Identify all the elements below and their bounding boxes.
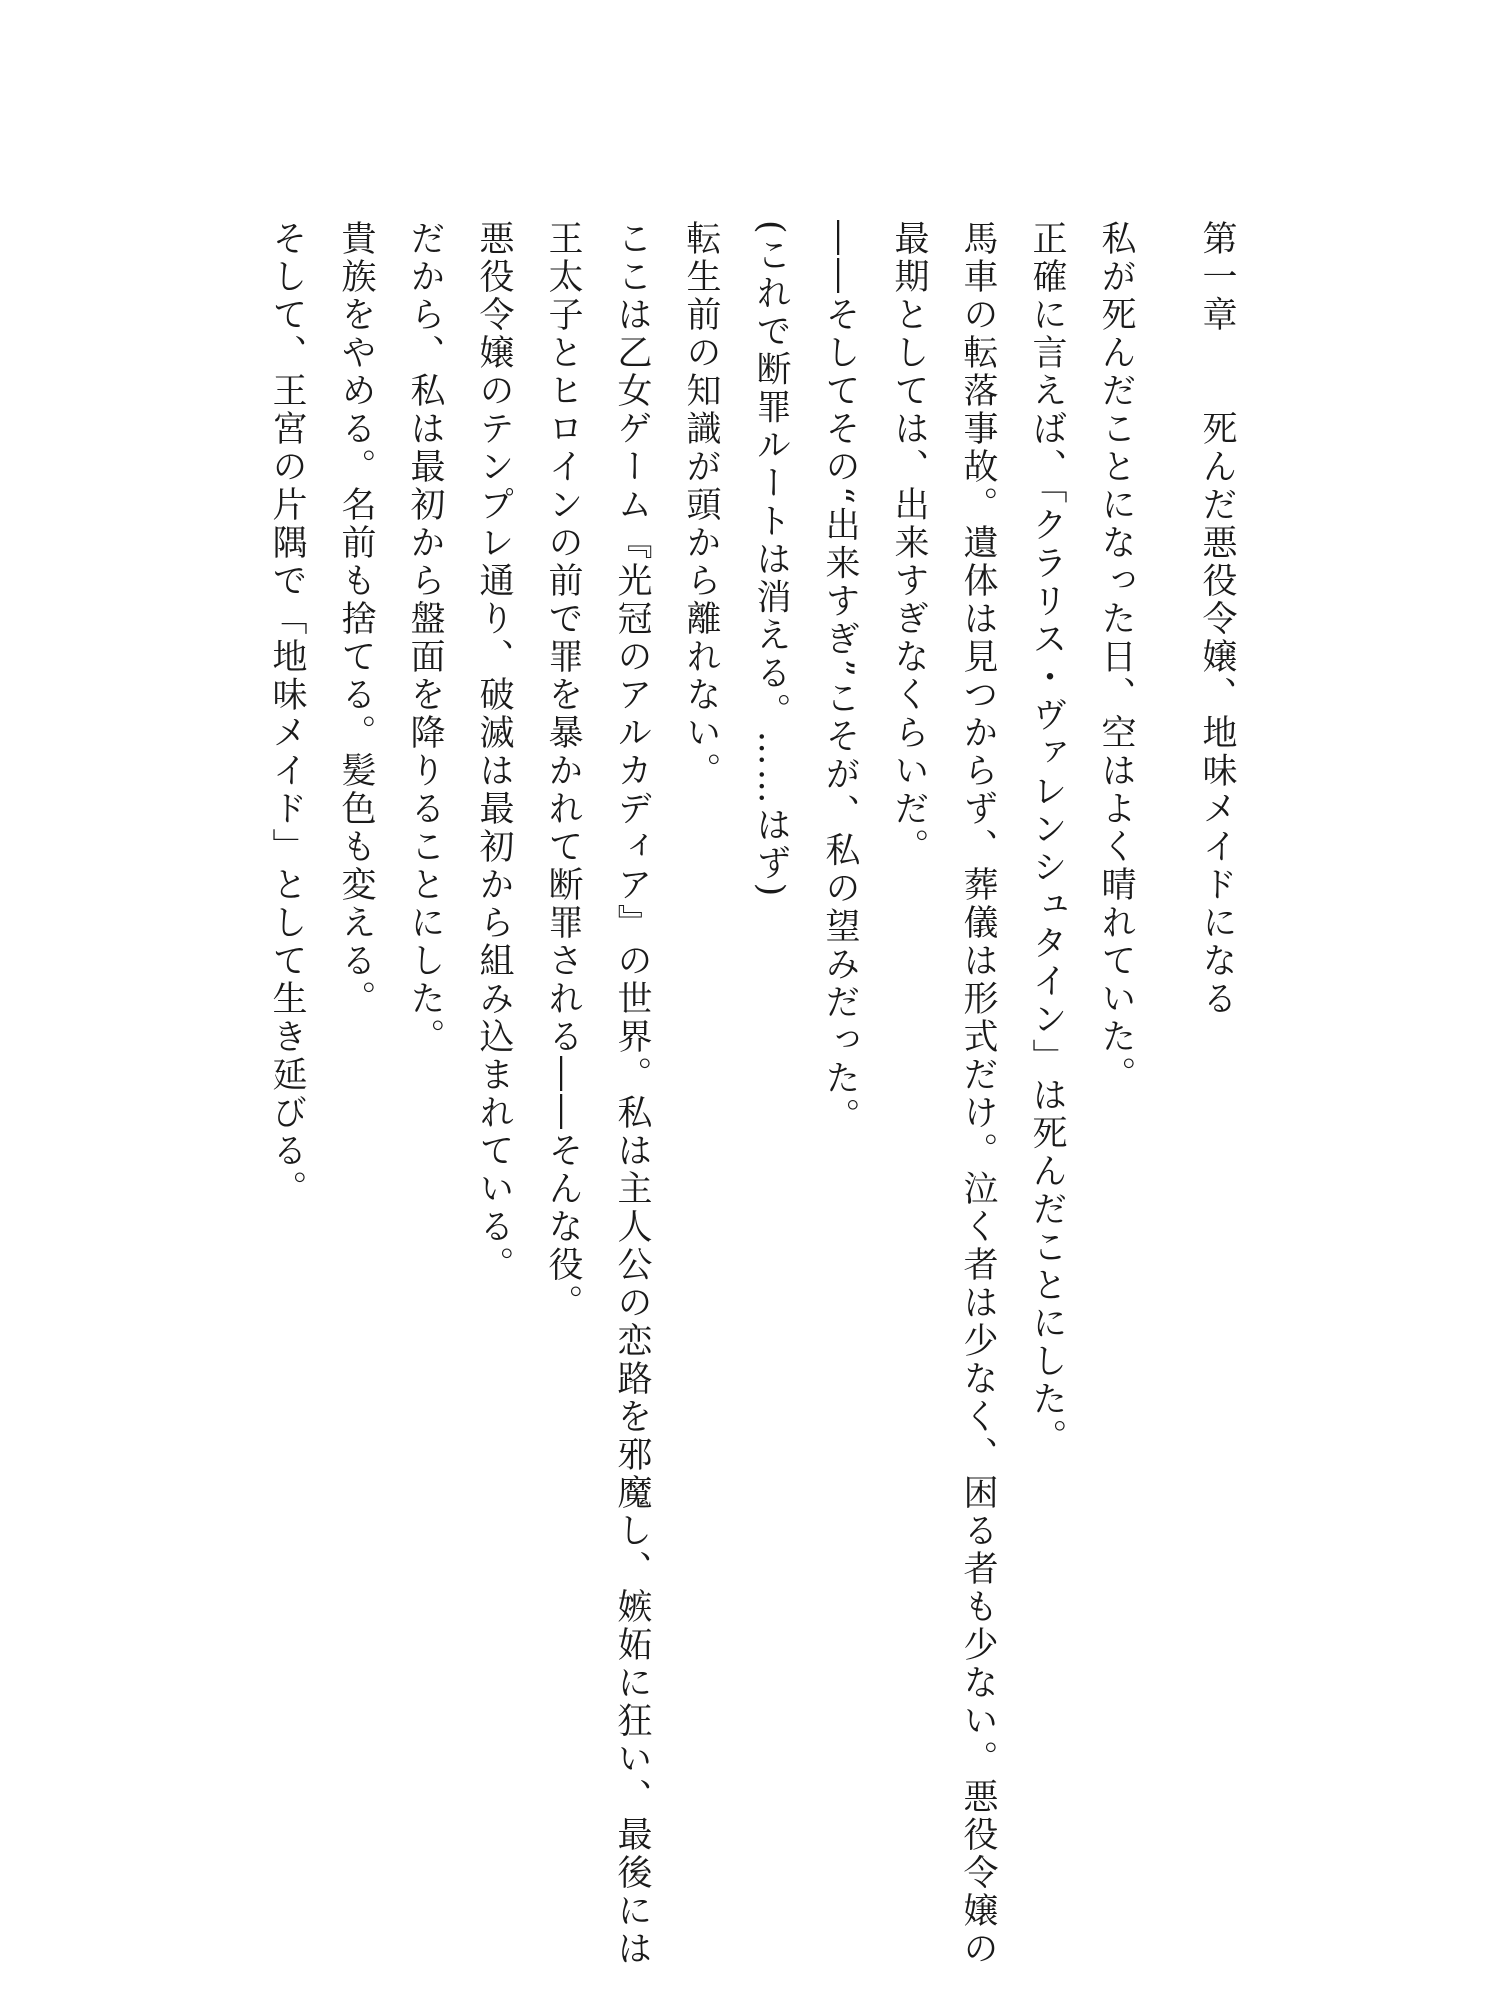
chapter-heading [1197, 220, 1237, 1018]
text-line: そして、王宮の片隅で「地味メイド」として生き延びる。 [267, 220, 307, 1208]
text-line: だから、私は最初から盤面を降りることにした。 [405, 220, 445, 1056]
text-line: 貴族をやめる。名前も捨てる。髪色も変える。 [336, 220, 376, 1018]
text-line: (これで断罪ルートは消える。……はず) [751, 220, 791, 900]
text-line: ここは乙女ゲーム『光冠のアルカディア』の世界。私は主人公の恋路を邪魔し、嫉妬に狂い、最後には [612, 220, 652, 1968]
text-line: ――そしてその“出来すぎ”こそが、私の望みだった。 [820, 220, 860, 1136]
text-line: 転生前の知識が頭から離れない。 [681, 220, 721, 790]
text-line: 正確に言えば、「クラリス・ヴァレンシュタイン」は死んだことにした。 [1027, 220, 1067, 1457]
text-line: 王太子とヒロインの前で罪を暴かれて断罪される――そんな役。 [543, 220, 583, 1322]
chapter-title: 死んだ悪役令嬢、地味メイドになる [1197, 410, 1237, 1018]
chapter-gap [1197, 334, 1237, 410]
text-line: 悪役令嬢のテンプレ通り、破滅は最初から組み込まれている。 [474, 220, 514, 1284]
text-line: 私が死んだことになった日、空はよく晴れていた。 [1096, 220, 1136, 1094]
text-line: 馬車の転落事故。遺体は見つからず、葬儀は形式だけ。泣く者は少なく、困る者も少ない。悪役令嬢の [958, 220, 998, 1968]
text-line: 最期としては、出来すぎなくらいだ。 [889, 220, 929, 866]
chapter-number: 第一章 [1197, 220, 1237, 334]
